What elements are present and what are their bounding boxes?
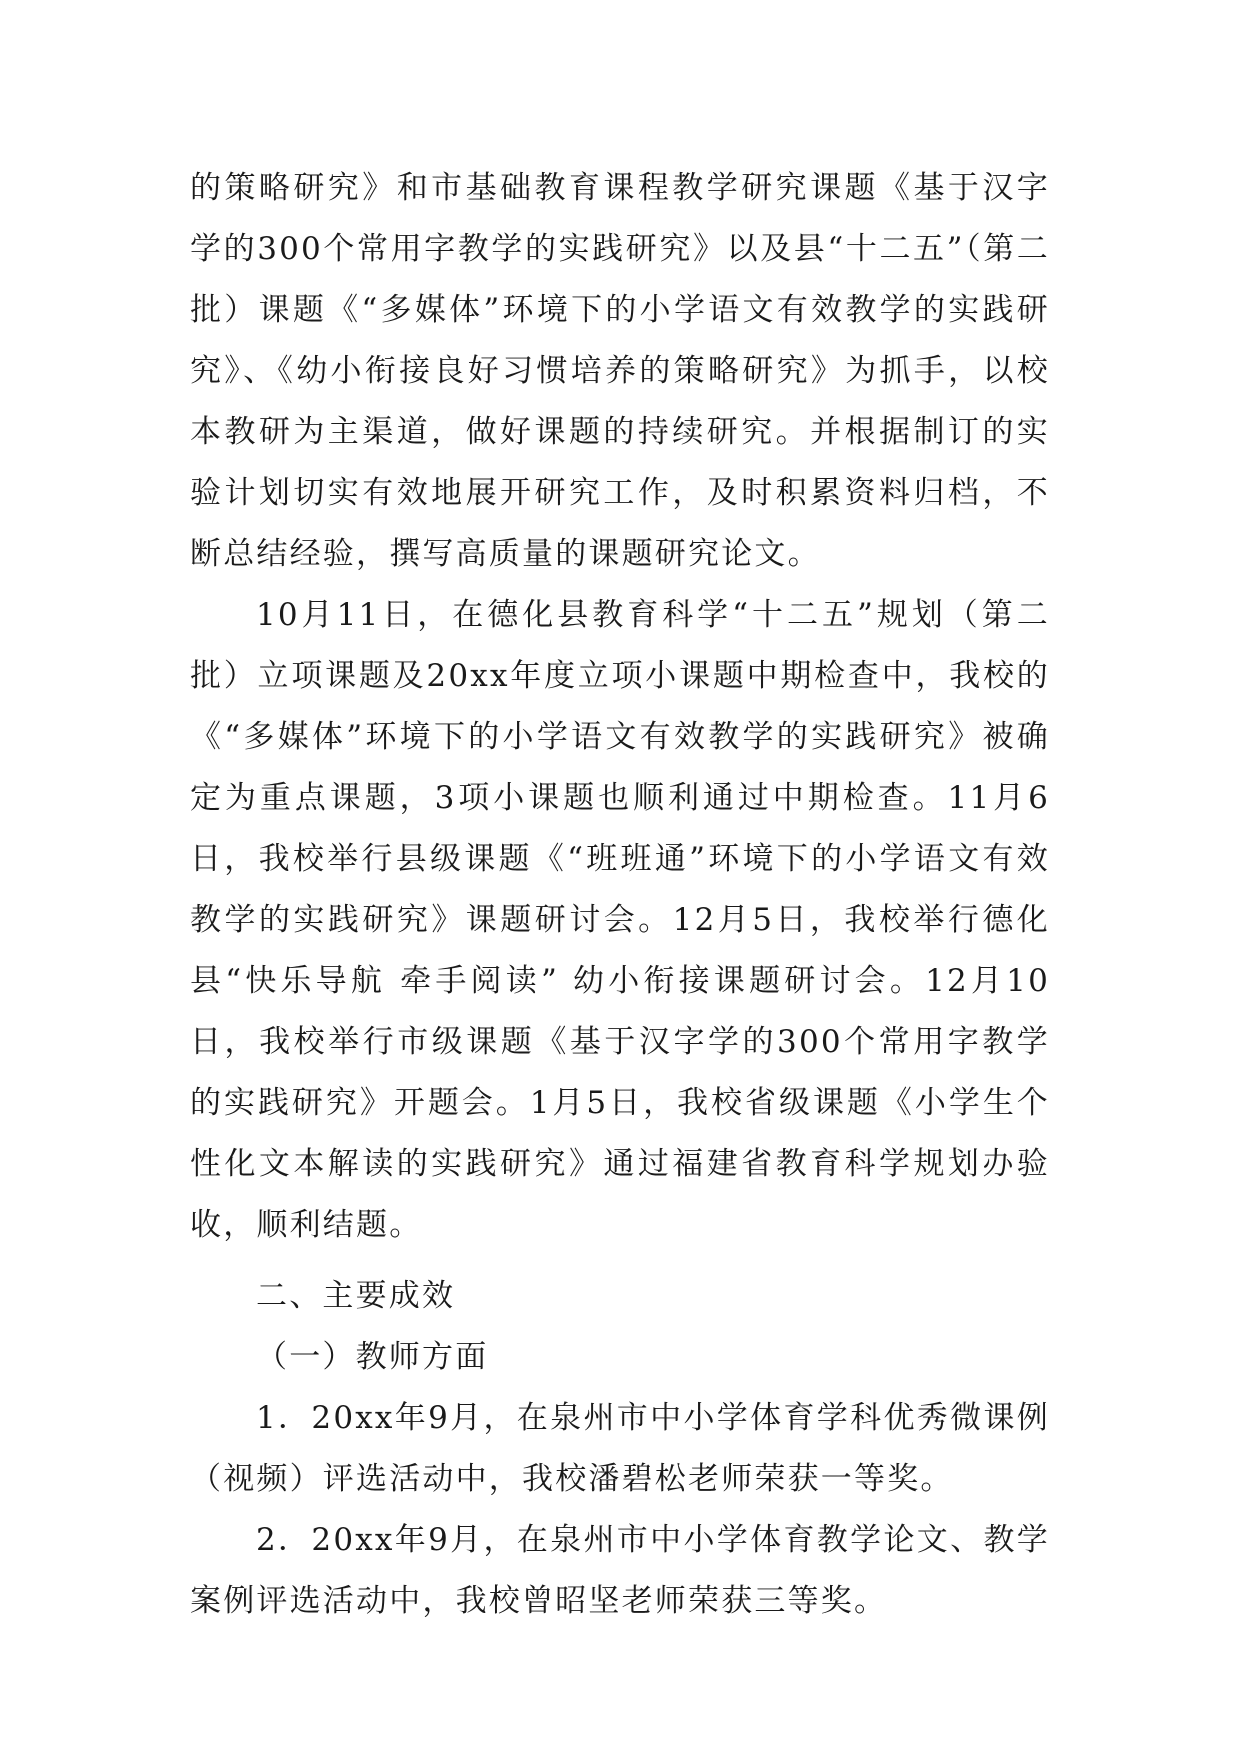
- paragraph-research-events: 10月11日，在德化县教育科学“十二五”规划（第二批）立项课题及20xx年度立项小课题中期检查中，我校的《“多媒体”环境下的小学语文有效教学的实践研究》被确定为重点课题，3项小课题也顺利通过中期检查。11月6日，我校举行县级课题《“班班通”环境下的小学语文有效教学的实践研究》课题研讨会。12月5日，我校举行德化县“快乐导航 牵手阅读” 幼小衔接课题研讨会。12月10日，我校举行市级课题《基于汉字学的300个常用字教学的实践研究》开题会。1月5日，我校省级课题《小学生个性化文本解读的实践研究》通过福建省教育科学规划办验收，顺利结题。: [190, 597, 1050, 1243]
- subsection-heading-teachers: （一）教师方面: [256, 1339, 489, 1375]
- list-item-award-1: 1．20xx年9月，在泉州市中小学体育学科优秀微课例（视频）评选活动中，我校潘碧松老师荣获一等奖。: [190, 1400, 1050, 1497]
- paragraph-research-continuation: 的策略研究》和市基础教育课程教学研究课题《基于汉字学的300个常用字教学的实践研究》以及县“十二五”（第二批）课题《“多媒体”环境下的小学语文有效教学的实践研究》、《幼小衔接良好习惯培养的策略研究》为抓手，以校本教研为主渠道，做好课题的持续研究。并根据制订的实验计划切实有效地展开研究工作，及时积累资料归档，不断总结经验，撰写高质量的课题研究论文。: [190, 170, 1050, 572]
- list-item-award-2: 2．20xx年9月，在泉州市中小学体育教学论文、教学案例评选活动中，我校曾昭坚老师荣获三等奖。: [190, 1522, 1050, 1619]
- section-heading-main-results: 二、主要成效: [256, 1278, 456, 1314]
- document-body: [190, 158, 1050, 1632]
